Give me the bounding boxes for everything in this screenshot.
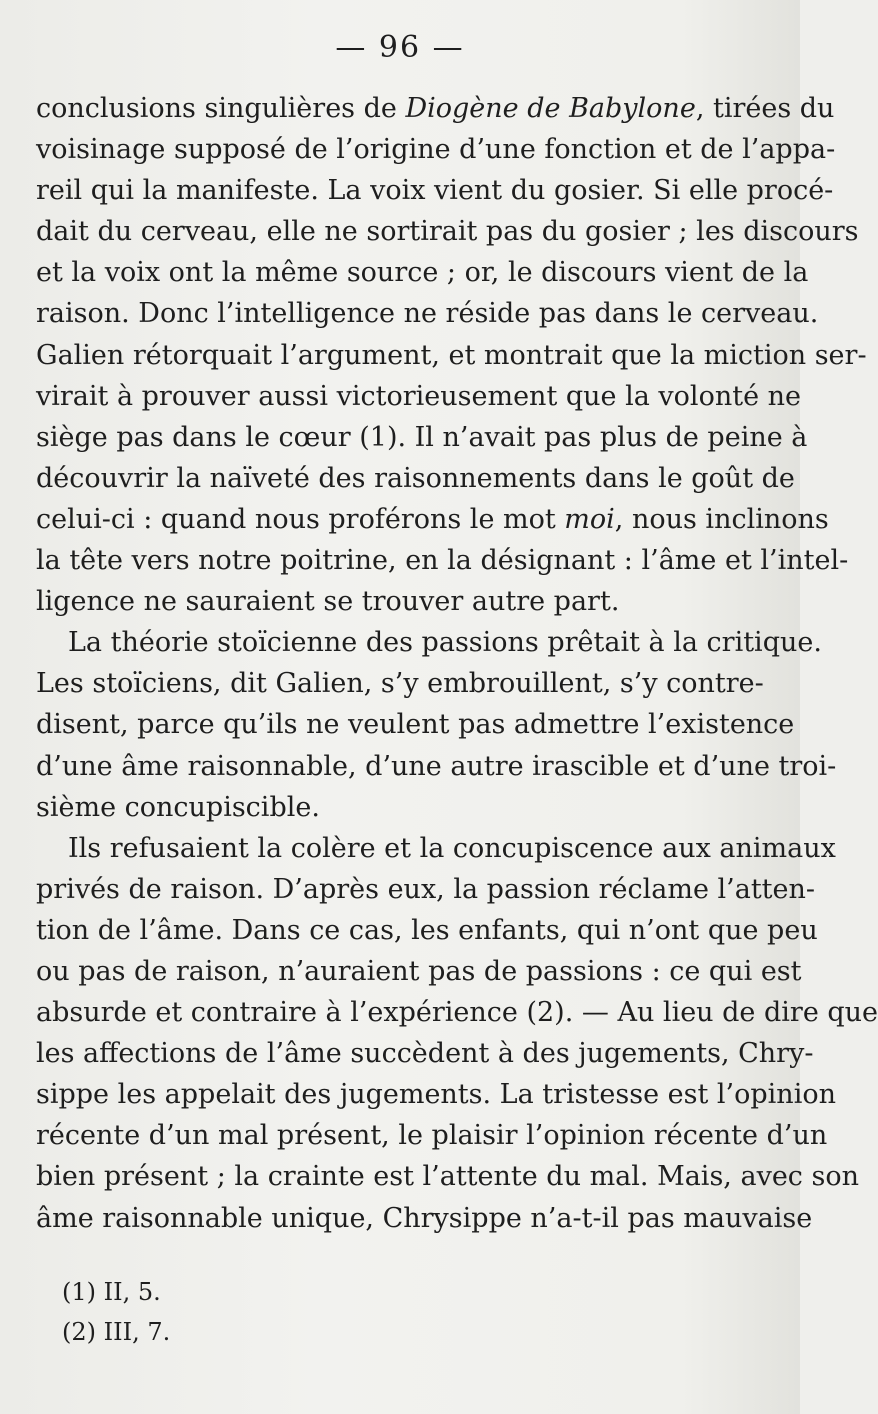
text-line: celui-ci : quand nous proférons le mot moi, nous inclinons [36, 503, 829, 535]
text-line: âme raisonnable unique, Chrysippe n’a-t-il pas mauvaise [36, 1202, 813, 1234]
footnote: (2) III, 7. [62, 1318, 171, 1346]
text-line: et la voix ont la même source ; or, le discours vient de la [36, 257, 809, 289]
text-line: découvrir la naïveté des raisonnements dans le goût de [36, 462, 795, 494]
text-line: privés de raison. D’après eux, la passion réclame l’atten- [36, 873, 816, 905]
text-line: La théorie stoïcienne des passions prêtait à la critique. [68, 627, 822, 659]
text-line: tion de l’âme. Dans ce cas, les enfants, qui n’ont que peu [36, 914, 818, 946]
text-line: voisinage supposé de l’origine d’une fonction et de l’appa- [36, 134, 836, 166]
text-line: siège pas dans le cœur (1). Il n’avait pas plus de peine à [36, 421, 808, 453]
text-line: conclusions singulières de Diogène de Babylone, tirées du [36, 93, 835, 124]
text-line: récente d’un mal présent, le plaisir l’opinion récente d’un [36, 1120, 828, 1152]
text-line: sième concupiscible. [36, 791, 320, 823]
text-line: virait à prouver aussi victorieusement que la volonté ne [36, 380, 801, 412]
text-line: ou pas de raison, n’auraient pas de passions : ce qui est [36, 955, 802, 987]
text-line: dait du cerveau, elle ne sortirait pas du gosier ; les discours [36, 216, 859, 248]
text-line: Les stoïciens, dit Galien, s’y embrouillent, s’y contre- [36, 668, 764, 700]
footnote: (1) II, 5. [62, 1278, 161, 1306]
text-line: Ils refusaient la colère et la concupiscence aux animaux [68, 832, 836, 864]
text-line: d’une âme raisonnable, d’une autre irascible et d’une troi- [36, 750, 837, 782]
page-number: — 96 — [335, 30, 465, 65]
text-line: reil qui la manifeste. La voix vient du gosier. Si elle procé- [36, 175, 834, 207]
text-line: les affections de l’âme succèdent à des jugements, Chry- [36, 1038, 814, 1070]
text-line: Galien rétorquait l’argument, et montrait que la miction ser- [36, 339, 867, 371]
text-line: disent, parce qu’ils ne veulent pas admettre l’existence [36, 709, 795, 741]
text-line: sippe les appelait des jugements. La tristesse est l’opinion [36, 1079, 836, 1111]
footnotes [62, 1272, 170, 1352]
body-text [36, 88, 878, 1239]
text-line: ligence ne sauraient se trouver autre part. [36, 586, 620, 618]
text-line: la tête vers notre poitrine, en la désignant : l’âme et l’intel- [36, 545, 849, 577]
text-line: bien présent ; la crainte est l’attente du mal. Mais, avec son [36, 1161, 859, 1193]
text-line: absurde et contraire à l’expérience (2). — Au lieu de dire que [36, 997, 878, 1029]
text-line: raison. Donc l’intelligence ne réside pas dans le cerveau. [36, 298, 819, 330]
